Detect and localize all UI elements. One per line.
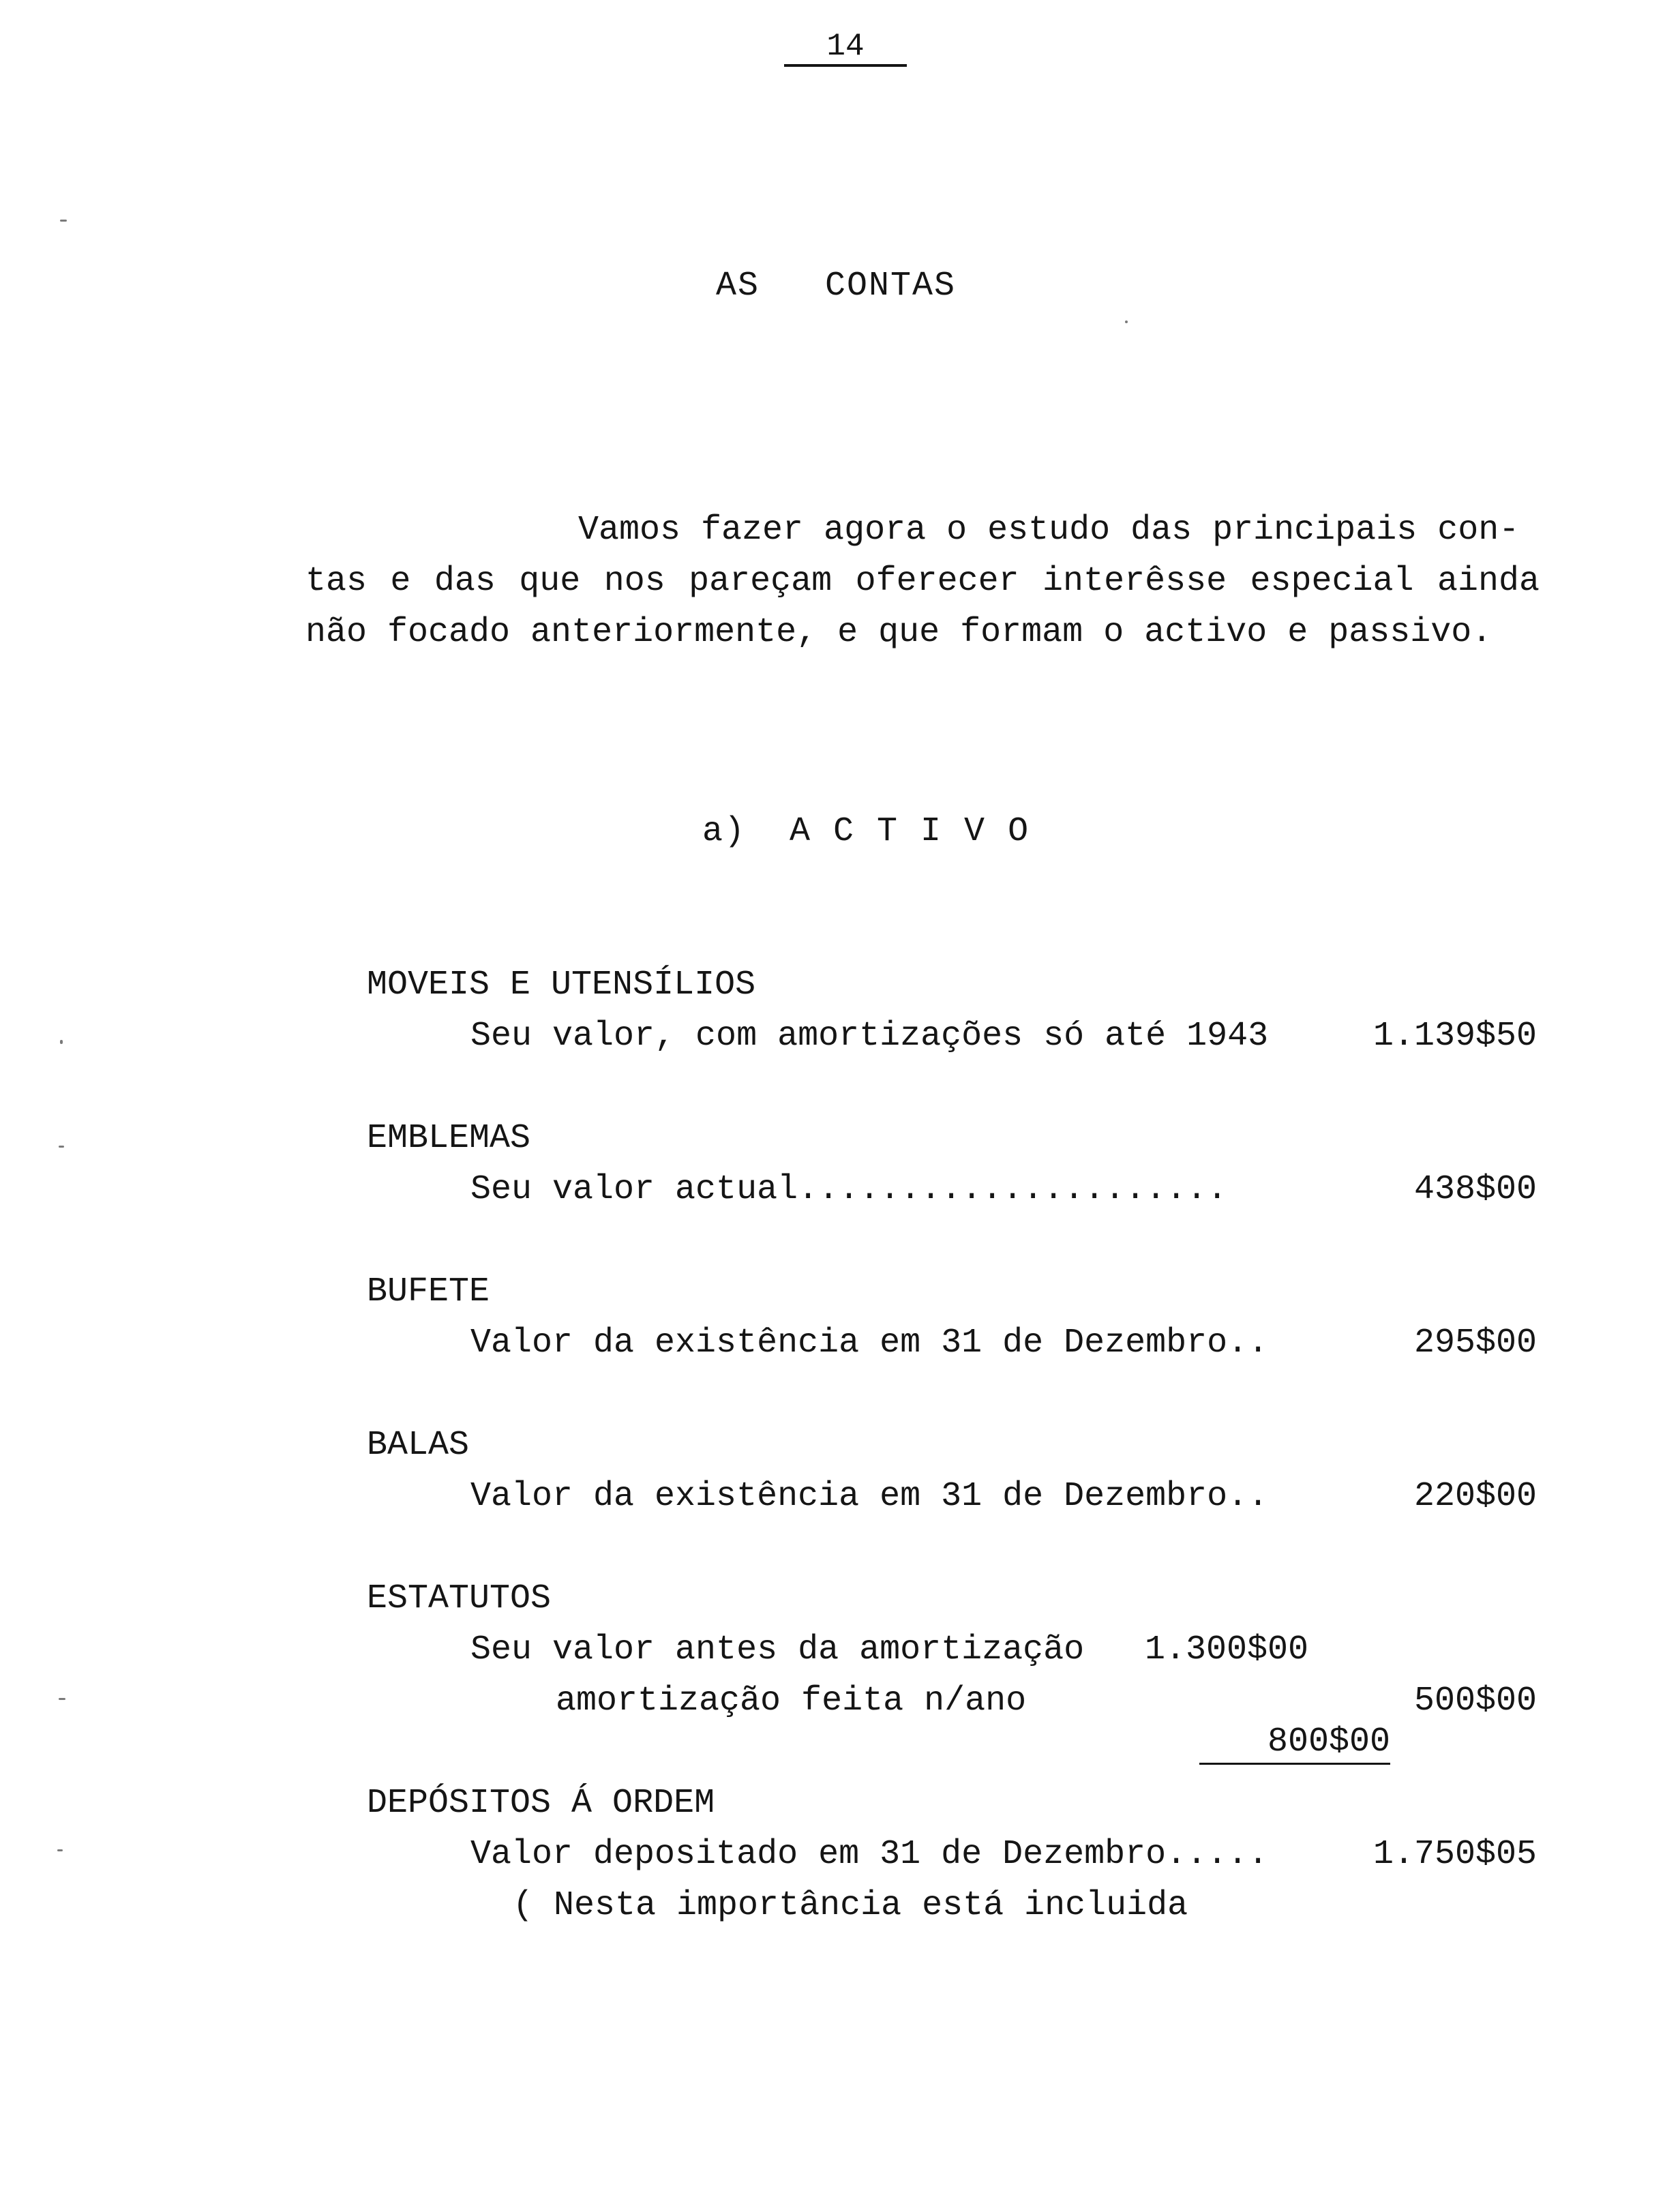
intro-line: tas e das que nos pareçam oferecer interêsse especial ainda: [305, 562, 1540, 601]
account-amount-emblemas: 438$00: [1413, 1170, 1537, 1209]
scan-speck: [57, 1849, 63, 1851]
page-number: 14: [826, 29, 865, 64]
account-line-estatutos: Seu valor antes da amortização: [470, 1630, 1085, 1669]
account-title-bufete: BUFETE: [367, 1272, 490, 1311]
account-amount-balas: 220$00: [1413, 1477, 1537, 1516]
account-amount-moveis: 1.139$50: [1372, 1017, 1537, 1056]
intro-line: não focado anteriormente, e que formam o activo e passivo.: [305, 613, 1492, 652]
page-title: AS CONTAS: [716, 267, 957, 305]
account-title-depositos: DEPÓSITOS Á ORDEM: [367, 1784, 715, 1823]
page-number-underline: [784, 64, 907, 67]
account-line-emblemas: Seu valor actual.....................: [470, 1170, 1228, 1209]
account-amount-estatutos: 500$00: [1413, 1682, 1537, 1720]
scan-speck: [60, 1040, 63, 1044]
account-subamount-estatutos: 1.300$00: [1144, 1630, 1308, 1669]
account-line-balas: Valor da existência em 31 de Dezembro..: [470, 1477, 1269, 1516]
account-amount-depositos: 1.750$05: [1372, 1835, 1537, 1874]
section-heading: a) A C T I V O: [702, 812, 1030, 851]
intro-paragraph: [305, 505, 1540, 658]
scan-speck: [59, 1146, 64, 1148]
account-subamount2-estatutos: [1118, 1681, 1391, 1806]
account-subamount2-value: 800$00: [1199, 1722, 1390, 1765]
scan-speck: [59, 1698, 65, 1700]
account-amount-bufete: 295$00: [1413, 1324, 1537, 1362]
scan-speck: [60, 220, 67, 222]
account-line-moveis: Seu valor, com amortizações só até 1943: [470, 1017, 1269, 1056]
account-title-balas: BALAS: [367, 1426, 470, 1465]
intro-line: Vamos fazer agora o estudo das principais con-: [578, 511, 1520, 550]
account-line-depositos: Valor depositado em 31 de Dezembro.....: [470, 1835, 1269, 1874]
account-subline-estatutos: amortização feita n/ano: [556, 1682, 1027, 1720]
scan-speck: [1125, 320, 1128, 323]
account-title-moveis: MOVEIS E UTENSÍLIOS: [367, 966, 756, 1004]
account-title-estatutos: ESTATUTOS: [367, 1579, 552, 1618]
account-line-bufete: Valor da existência em 31 de Dezembro..: [470, 1324, 1269, 1362]
account-note-depositos: ( Nesta importância está incluida: [513, 1886, 1188, 1925]
account-title-emblemas: EMBLEMAS: [367, 1119, 531, 1158]
